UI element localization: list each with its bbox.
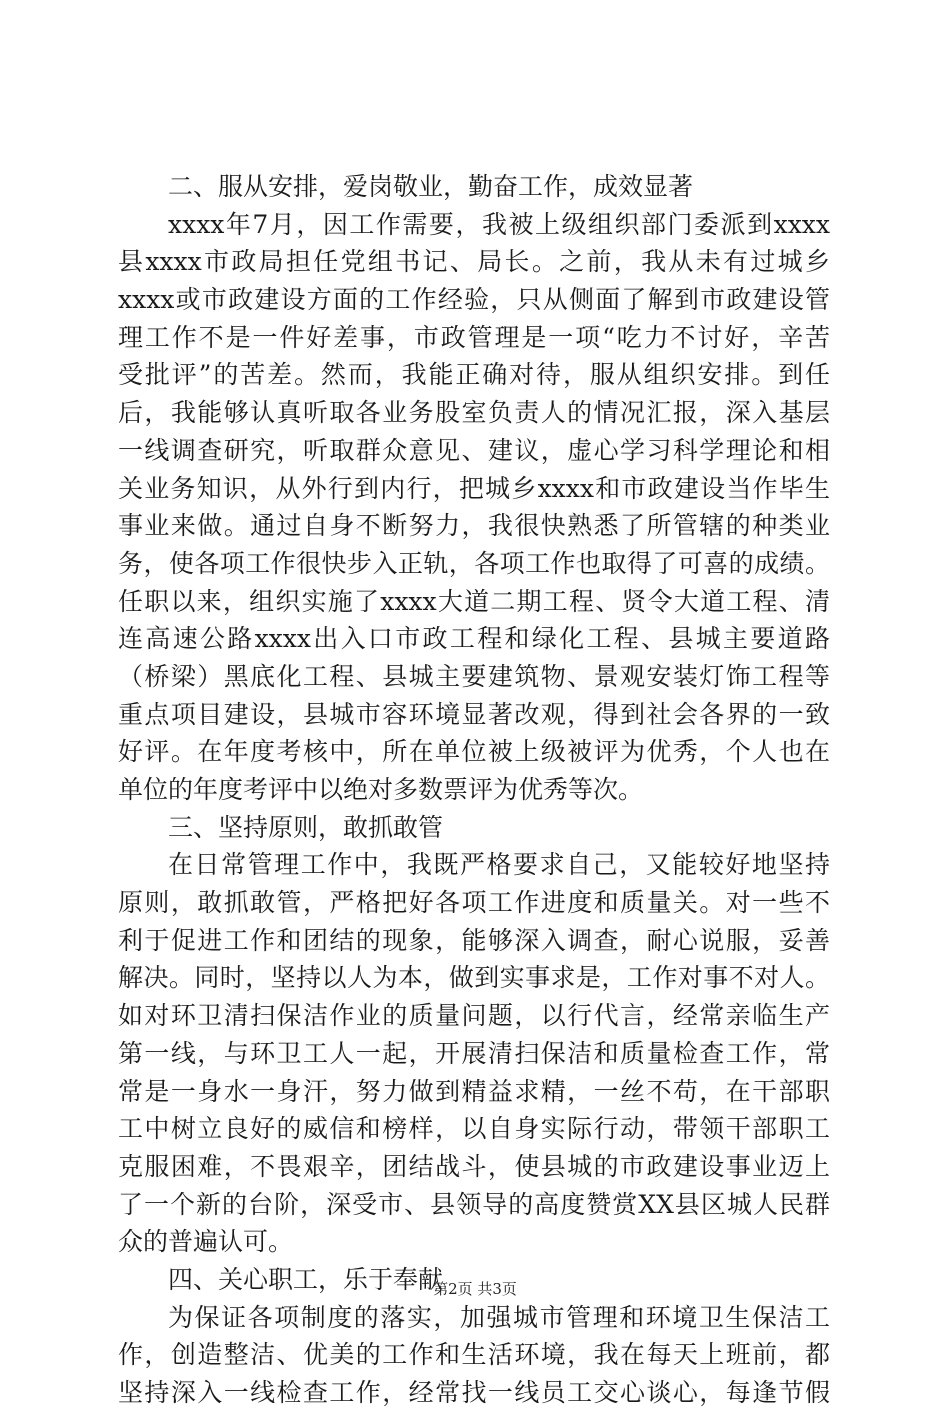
paragraph-line: 受批评”的苦差。然而，我能正确对待，服从组织安排。到任 — [118, 360, 830, 390]
page-number-footer: 第2页 共3页 — [433, 1280, 517, 1298]
paragraph-line: （桥梁）黑底化工程、县城主要建筑物、景观安装灯饰工程等 — [118, 661, 830, 691]
paragraph-line: 任职以来，组织实施了xxxx大道二期工程、贤令大道工程、清 — [118, 586, 830, 616]
paragraph-line: 理工作不是一件好差事，市政管理是一项“吃力不讨好，辛苦 — [118, 322, 830, 352]
paragraph-line: 作，创造整洁、优美的工作和生活环境，我在每天上班前，都 — [118, 1340, 830, 1370]
paragraph-line: 工中树立良好的威信和榜样，以自身实际行动，带领干部职工 — [118, 1114, 830, 1144]
paragraph-line: xxxx年7月，因工作需要，我被上级组织部门委派到xxxx — [168, 209, 830, 239]
paragraph-line: 为保证各项制度的落实，加强城市管理和环境卫生保洁工 — [168, 1302, 830, 1332]
paragraph-line: 原则，敢抓敢管，严格把好各项工作进度和质量关。对一些不 — [118, 888, 830, 918]
paragraph-line: 解决。同时，坚持以人为本，做到实事求是，工作对事不对人。 — [118, 963, 830, 993]
paragraph-line: 众的普遍认可。 — [118, 1227, 294, 1257]
paragraph-line: 常是一身水一身汗，努力做到精益求精，一丝不苟，在干部职 — [118, 1076, 830, 1106]
paragraph-line: 关业务知识，从外行到内行，把城乡xxxx和市政建设当作毕生 — [118, 473, 830, 503]
section-heading: 二、服从安排，爱岗敬业，勤奋工作，成效显著 — [168, 172, 694, 201]
paragraph-line: 坚持深入一线检查工作，经常找一线员工交心谈心，每逢节假 — [118, 1378, 830, 1407]
section-heading: 四、关心职工，乐于奉献 — [168, 1264, 444, 1294]
paragraph-line: 后，我能够认真听取各业务股室负责人的情况汇报，深入基层 — [118, 398, 830, 428]
paragraph-line: 第一线，与环卫工人一起，开展清扫保洁和质量检查工作，常 — [118, 1038, 830, 1068]
paragraph-line: 重点项目建设，县城市容环境显著改观，得到社会各界的一致 — [118, 699, 830, 729]
paragraph-line: 了一个新的台阶，深受市、县领导的高度赞赏XX县区城人民群 — [118, 1189, 830, 1219]
document-body — [118, 168, 830, 1412]
paragraph-line: 在日常管理工作中，我既严格要求自己，又能较好地坚持 — [168, 850, 830, 880]
section-heading: 三、坚持原则，敢抓敢管 — [168, 812, 444, 842]
paragraph-line: 一线调查研究，听取群众意见、建议，虚心学习科学理论和相 — [118, 435, 830, 465]
paragraph-line: 事业来做。通过自身不断努力，我很快熟悉了所管辖的种类业 — [118, 511, 830, 541]
paragraph-line: 单位的年度考评中以绝对多数票评为优秀等次。 — [118, 775, 644, 804]
paragraph-line: 好评。在年度考核中，所在单位被上级被评为优秀，个人也在 — [118, 737, 830, 767]
paragraph-line: 利于促进工作和团结的现象，能够深入调查，耐心说服，妥善 — [118, 925, 830, 955]
paragraph-line: 县xxxx市政局担任党组书记、局长。之前，我从未有过城乡 — [118, 247, 830, 277]
paragraph-line: 克服困难，不畏艰辛，团结战斗，使县城的市政建设事业迈上 — [118, 1151, 830, 1181]
paragraph-line: 如对环卫清扫保洁作业的质量问题，以行代言，经常亲临生产 — [118, 1001, 830, 1031]
paragraph-line: 连高速公路xxxx出入口市政工程和绿化工程、县城主要道路 — [118, 624, 830, 654]
paragraph-line: 务，使各项工作很快步入正轨，各项工作也取得了可喜的成绩。 — [118, 548, 830, 578]
paragraph-line: xxxx或市政建设方面的工作经验，只从侧面了解到市政建设管 — [118, 285, 830, 315]
